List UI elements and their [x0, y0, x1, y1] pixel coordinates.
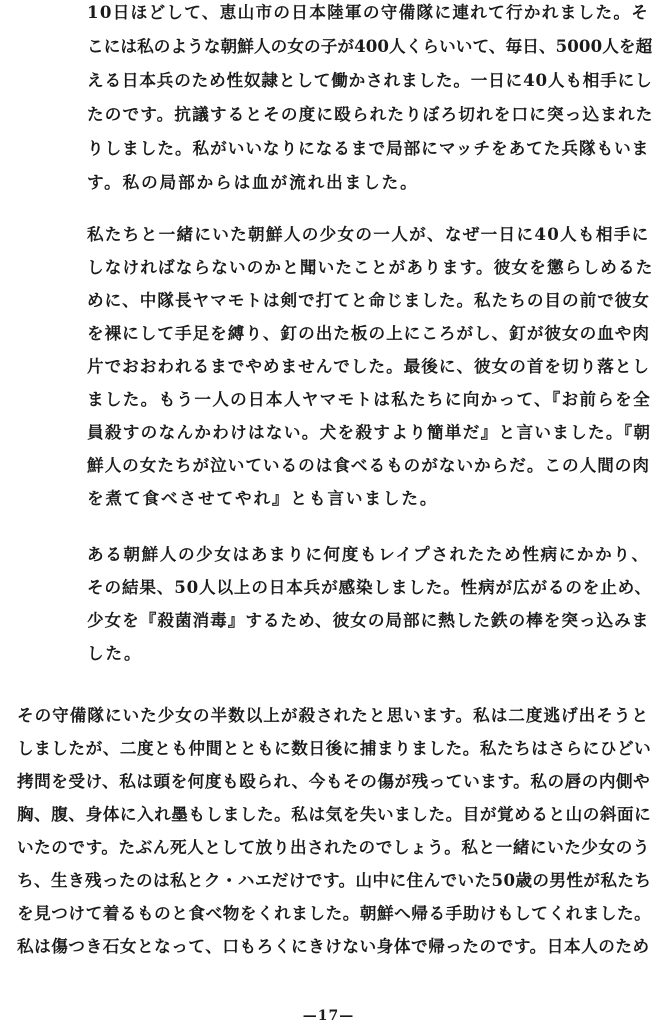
- text-line: 員殺すのなんかわけはない。犬を殺すより簡単だ』と言いました。『朝: [87, 422, 652, 442]
- text-line: めに、中隊長ヤマモトは剣で打てと命じました。私たちの目の前で彼女: [87, 290, 650, 310]
- text-line: しましたが、二度とも仲間とともに数日後に捕まりました。私たちはさらにひどい: [17, 738, 652, 758]
- text-line: 私たちと一緒にいた朝鮮人の少女の一人が、なぜ一日に40人も相手に: [87, 224, 650, 244]
- text-line: を裸にして手足を縛り、釘の出た板の上にころがし、釘が彼女の血や肉: [87, 323, 650, 343]
- text-line: した。: [87, 643, 143, 663]
- text-line: その結果、50人以上の日本兵が感染しました。性病が広がるのを止め、: [87, 577, 652, 597]
- text-line: いたのです。たぶん死人として放り出されたのでしょう。私と一緒にいた少女のう: [17, 837, 650, 857]
- text-line: りしました。私がいいなりになるまで局部にマッチをあてた兵隊もいま: [87, 138, 650, 158]
- text-line: ある朝鮮人の少女はあまりに何度もレイプされたため性病にかかり、: [87, 544, 650, 564]
- text-line: ち、生き残ったのは私とク・ハエだけです。山中に住んでいた50歳の男性が私たち: [17, 870, 652, 890]
- text-line: える日本兵のため性奴隷として働かされました。一日に40人も相手にし: [87, 70, 653, 90]
- text-line: 10日ほどして、恵山市の日本陸軍の守備隊に連れて行かれました。そ: [87, 2, 650, 22]
- text-line: 鮮人の女たちが泣いているのは食べるものがないからだ。この人間の肉: [87, 455, 650, 475]
- text-line: 少女を『殺菌消毒』するため、彼女の局部に熱した鉄の棒を突っ込みま: [87, 610, 650, 630]
- text-line: 拷問を受け、私は頭を何度も殴られ、今もその傷が残っています。私の唇の内側や: [17, 771, 651, 791]
- text-line: しなければならないのかと聞いたことがあります。彼女を懲らしめるた: [87, 257, 654, 277]
- text-line: こには私のような朝鮮人の女の子が400人くらいいて、毎日、5000人を超: [87, 36, 653, 56]
- text-line: を煮て食べさせてやれ』とも言いました。: [87, 488, 439, 508]
- page-number: —17—: [302, 1008, 355, 1024]
- text-line: 私は傷つき石女となって、口もろくにきけない身体で帰ったのです。日本人のため: [17, 936, 650, 956]
- text-line: 胸、腹、身体に入れ墨もしました。私は気を失いました。目が覚めると山の斜面に: [17, 804, 652, 824]
- text-line: その守備隊にいた少女の半数以上が殺されたと思います。私は二度逃げ出そうと: [17, 705, 650, 725]
- text-line: す。私の局部からは血が流れ出ました。: [87, 172, 419, 192]
- text-line: たのです。抗議するとその度に殴られたりぼろ切れを口に突っ込まれた: [87, 104, 654, 124]
- text-line: ました。もう一人の日本人ヤマモトは私たちに向かって、『お前らを全: [87, 389, 651, 409]
- text-line: 片でおおわれるまでやめませんでした。最後に、彼女の首を切り落とし: [87, 356, 650, 376]
- text-line: を見つけて着るものと食べ物をくれました。朝鮮へ帰る手助けもしてくれました。: [17, 903, 652, 923]
